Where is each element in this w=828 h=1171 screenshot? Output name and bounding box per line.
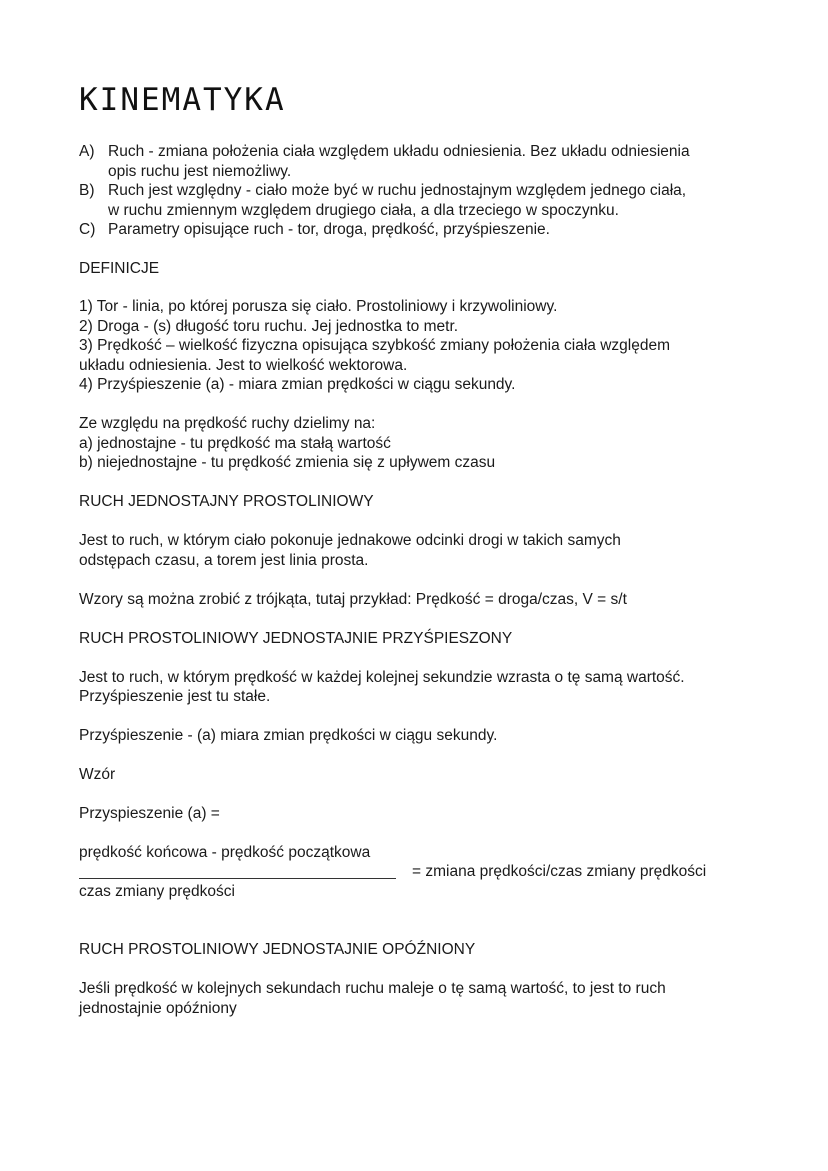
- definition-3-continued: układu odniesienia. Jest to wielkość wektorowa.: [79, 357, 408, 374]
- intro-item-b-line-2: w ruchu zmiennym względem drugiego ciała, a dla trzeciego w spoczynku.: [108, 201, 619, 219]
- fraction-denominator: czas zmiany prędkości: [79, 883, 235, 900]
- page-title: KINEMATYKA: [79, 82, 286, 118]
- intro-item-a: [79, 142, 759, 181]
- division-intro: Ze względu na prędkość ruchy dzielimy na:: [79, 415, 376, 432]
- decel-text-line-2: jednostajnie opóźniony: [79, 1000, 237, 1017]
- intro-item-c: [79, 220, 759, 240]
- accel-text-line-1: Jest to ruch, w którym prędkość w każdej kolejnej sekundzie wzrasta o tę samą wartość.: [79, 669, 685, 686]
- intro-item-a-line-2: opis ruchu jest niemożliwy.: [108, 162, 292, 180]
- definition-2: 2) Droga - (s) długość toru ruchu. Jej jednostka to metr.: [79, 318, 459, 335]
- intro-item-a-line-1: Ruch - zmiana położenia ciała względem układu odniesienia. Bez układu odniesienia: [108, 143, 690, 160]
- formulas-text: Wzory są można zrobić z trójkąta, tutaj przykład: Prędkość = droga/czas, V = s/t: [79, 591, 627, 608]
- division-b: b) niejednostajne - tu prędkość zmienia się z upływem czasu: [79, 454, 496, 471]
- decel-heading: RUCH PROSTOLINIOWY JEDNOSTAJNIE OPÓŹNIONY: [79, 941, 476, 958]
- definition-3: 3) Prędkość – wielkość fizyczna opisująca szybkość zmiany położenia ciała względem: [79, 337, 670, 354]
- definitions-heading: DEFINICJE: [79, 260, 160, 277]
- fraction-rhs: = zmiana prędkości/czas zmiany prędkości: [412, 863, 707, 880]
- intro-item-b-line-1: Ruch jest względny - ciało może być w ruchu jednostajnym względem jednego ciała,: [108, 182, 687, 199]
- uniform-text-line-2: odstępach czasu, a torem jest linia prosta.: [79, 552, 369, 569]
- decel-text-line-1: Jeśli prędkość w kolejnych sekundach ruchu maleje o tę samą wartość, to jest to ruch: [79, 980, 666, 997]
- fraction-bar: [79, 878, 396, 879]
- fraction-numerator: prędkość końcowa - prędkość początkowa: [79, 844, 371, 861]
- intro-item-c-marker: C): [79, 221, 96, 238]
- formula-label: Wzór: [79, 766, 116, 783]
- intro-item-a-marker: A): [79, 143, 95, 160]
- accel-definition: Przyśpieszenie - (a) miara zmian prędkości w ciągu sekundy.: [79, 727, 498, 744]
- division-a: a) jednostajne - tu prędkość ma stałą wartość: [79, 435, 391, 452]
- intro-item-c-line-1: Parametry opisujące ruch - tor, droga, prędkość, przyśpieszenie.: [108, 221, 550, 238]
- accel-text-line-2: Przyśpieszenie jest tu stałe.: [79, 688, 271, 705]
- intro-item-b: [79, 181, 759, 220]
- uniform-heading: RUCH JEDNOSTAJNY PROSTOLINIOWY: [79, 493, 374, 510]
- intro-item-b-marker: B): [79, 182, 95, 199]
- formula-lhs: Przyspieszenie (a) =: [79, 805, 220, 822]
- definition-4: 4) Przyśpieszenie (a) - miara zmian prędkości w ciągu sekundy.: [79, 376, 516, 393]
- uniform-text-line-1: Jest to ruch, w którym ciało pokonuje jednakowe odcinki drogi w takich samych: [79, 532, 621, 549]
- accel-heading: RUCH PROSTOLINIOWY JEDNOSTAJNIE PRZYŚPIESZONY: [79, 630, 513, 647]
- definition-1: 1) Tor - linia, po której porusza się ciało. Prostoliniowy i krzywoliniowy.: [79, 298, 558, 315]
